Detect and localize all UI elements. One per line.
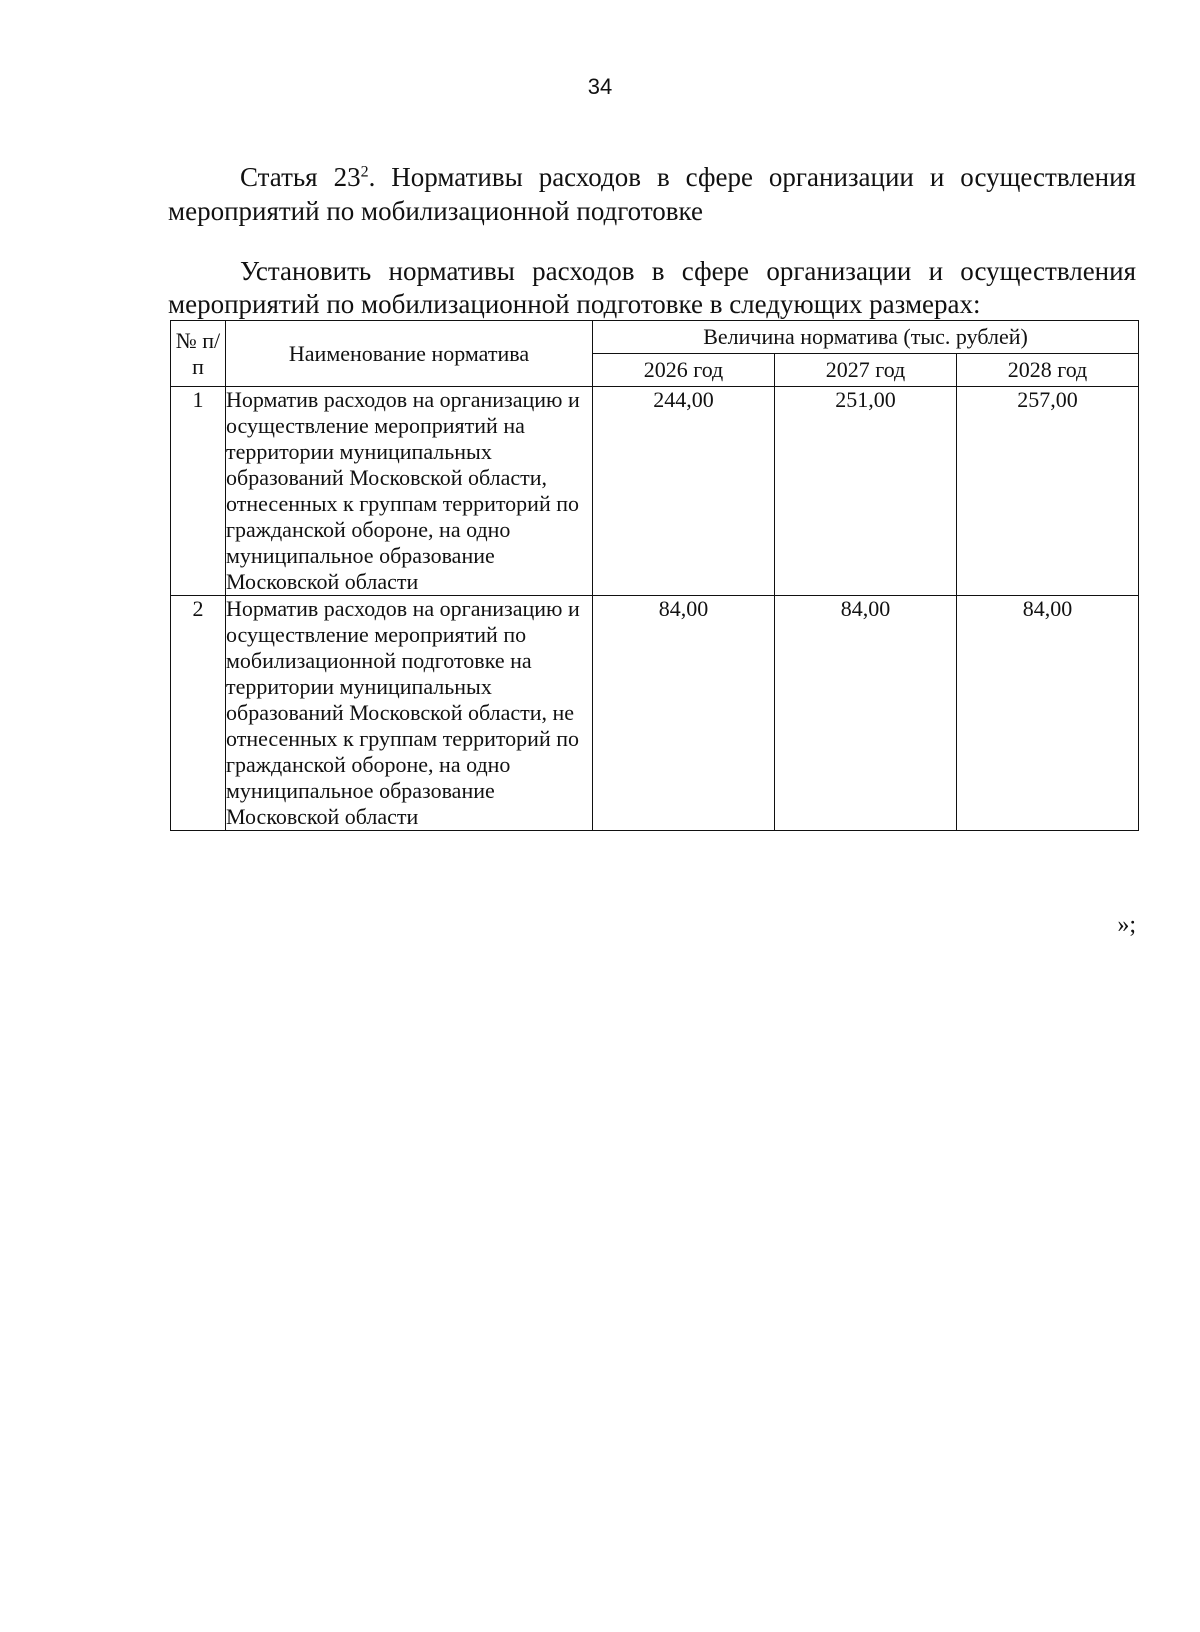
table-row <box>171 387 1139 596</box>
row-value-2028: 84,00 <box>957 596 1139 831</box>
table-row <box>171 596 1139 831</box>
header-name: Наименование норматива <box>226 321 593 387</box>
row-value-2027: 84,00 <box>775 596 957 831</box>
page-number: 34 <box>587 74 613 99</box>
norms-table <box>170 320 1139 831</box>
article-superscript: 2 <box>360 163 369 181</box>
row-name: Норматив расходов на организацию и осуществление мероприятий на территории муниципальных образований Московской области, отнесенных к группам территорий по гражданской обороне, на одно муниципальное образование Московской области <box>226 387 593 596</box>
intro-paragraph <box>168 255 1136 321</box>
article-prefix: Статья 23 <box>240 162 361 192</box>
row-value-2026: 244,00 <box>593 387 775 596</box>
header-num: № п/п <box>171 321 226 387</box>
closing-quote: »; <box>1117 912 1136 938</box>
intro-text: Установить нормативы расходов в сфере организации и осуществления мероприятий по мобилизационной подготовке в следующих размерах: <box>168 256 1136 319</box>
row-value-2027: 251,00 <box>775 387 957 596</box>
row-value-2028: 257,00 <box>957 387 1139 596</box>
row-value-2026: 84,00 <box>593 596 775 831</box>
header-year-2028: 2028 год <box>957 354 1139 387</box>
row-name: Норматив расходов на организацию и осуществление мероприятий по мобилизационной подготовке на территории муниципальных образований Московской области, не отнесенных к группам территорий по гражданской обороне, на одно муниципальное образование Московской области <box>226 596 593 831</box>
article-heading <box>168 160 1136 228</box>
row-num: 2 <box>171 596 226 831</box>
header-year-2027: 2027 год <box>775 354 957 387</box>
row-num: 1 <box>171 387 226 596</box>
header-value-group: Величина норматива (тыс. рублей) <box>593 321 1139 354</box>
article-title: . Нормативы расходов в сфере организации и осуществления мероприятий по мобилизационной подготовке <box>168 162 1136 226</box>
header-year-2026: 2026 год <box>593 354 775 387</box>
